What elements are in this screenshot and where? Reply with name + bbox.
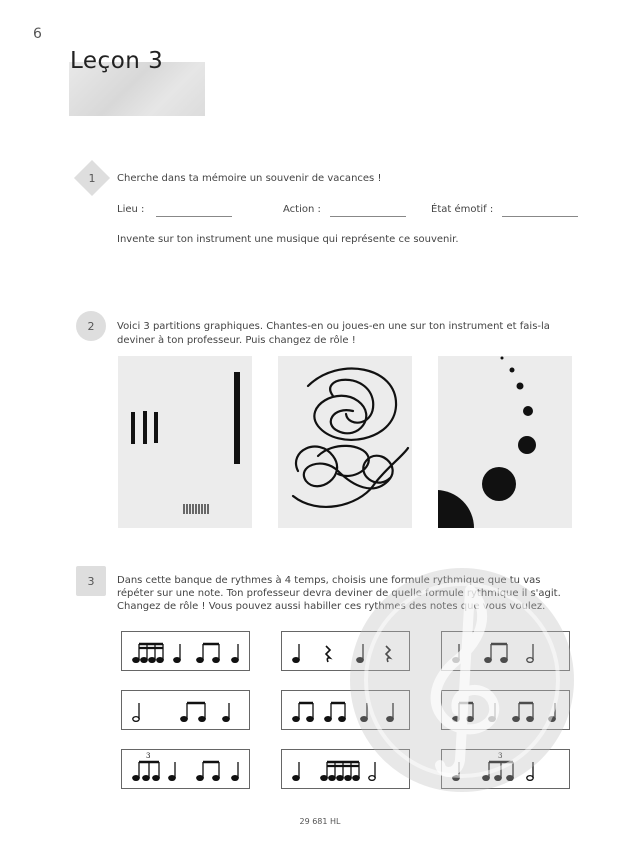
graphic-score-1 — [118, 356, 252, 528]
exercise-2-badge: 2 — [76, 311, 106, 341]
field-lieu-label: Lieu : — [117, 204, 145, 215]
rhythm-box — [281, 631, 410, 671]
rhythm-notation — [442, 750, 569, 788]
rhythm-box — [121, 749, 250, 789]
rhythm-box — [281, 749, 410, 789]
exercise-1-instruction: Cherche dans ta mémoire un souvenir de vacances ! — [117, 173, 382, 184]
field-lieu — [117, 203, 232, 217]
rhythm-box — [121, 690, 250, 730]
rhythm-notation — [282, 750, 409, 788]
graphic-score-3 — [438, 356, 572, 528]
growing-dots-score-icon — [438, 356, 572, 528]
exercise-2-line-2: deviner à ton professeur. Puis changez de rôle ! — [117, 335, 356, 346]
page-number: 6 — [33, 26, 42, 42]
field-lieu-line[interactable] — [156, 216, 232, 217]
exercise-2-line-1: Voici 3 partitions graphiques. Chantes-en ou joues-en une sur ton instrument et fais-la — [117, 321, 550, 332]
rhythm-box — [441, 749, 570, 789]
rhythm-notation — [122, 632, 249, 670]
exercise-3-badge: 3 — [76, 566, 106, 596]
field-action — [283, 203, 406, 217]
tuplet-label: 3 — [146, 752, 151, 760]
scribble-loops-score-icon — [278, 356, 412, 528]
rhythm-box — [281, 690, 410, 730]
rhythm-box — [441, 690, 570, 730]
rhythm-notation — [282, 632, 409, 670]
vertical-strokes-score-icon — [118, 356, 252, 528]
exercise-3-line-1: Dans cette banque de rythmes à 4 temps, choisis une formule rythmique que tu vas — [117, 575, 541, 586]
tuplet-label: 3 — [498, 752, 503, 760]
rhythm-box — [441, 631, 570, 671]
rhythm-box — [121, 631, 250, 671]
exercise-1-badge: 1 — [77, 163, 107, 193]
exercise-1-task: Invente sur ton instrument une musique qui représente ce souvenir. — [117, 234, 459, 245]
lesson-title: Leçon 3 — [70, 48, 164, 74]
field-etat — [431, 203, 578, 217]
field-action-line[interactable] — [330, 216, 406, 217]
rhythm-notation — [122, 691, 249, 729]
footer-code: 29 681 HL — [299, 817, 341, 826]
field-action-label: Action : — [283, 204, 321, 215]
exercise-3-line-2: répéter sur une note. Ton professeur devra deviner de quelle formule rythmique il s'agit. — [117, 588, 561, 599]
rhythm-notation — [442, 691, 569, 729]
rhythm-notation — [282, 691, 409, 729]
field-etat-line[interactable] — [502, 216, 578, 217]
exercise-3-line-3: Changez de rôle ! Vous pouvez aussi habiller ces rythmes des notes que vous voulez. — [117, 601, 546, 612]
rhythm-notation — [442, 632, 569, 670]
rhythm-notation — [122, 750, 249, 788]
field-etat-label: État émotif : — [431, 204, 494, 215]
graphic-score-2 — [278, 356, 412, 528]
